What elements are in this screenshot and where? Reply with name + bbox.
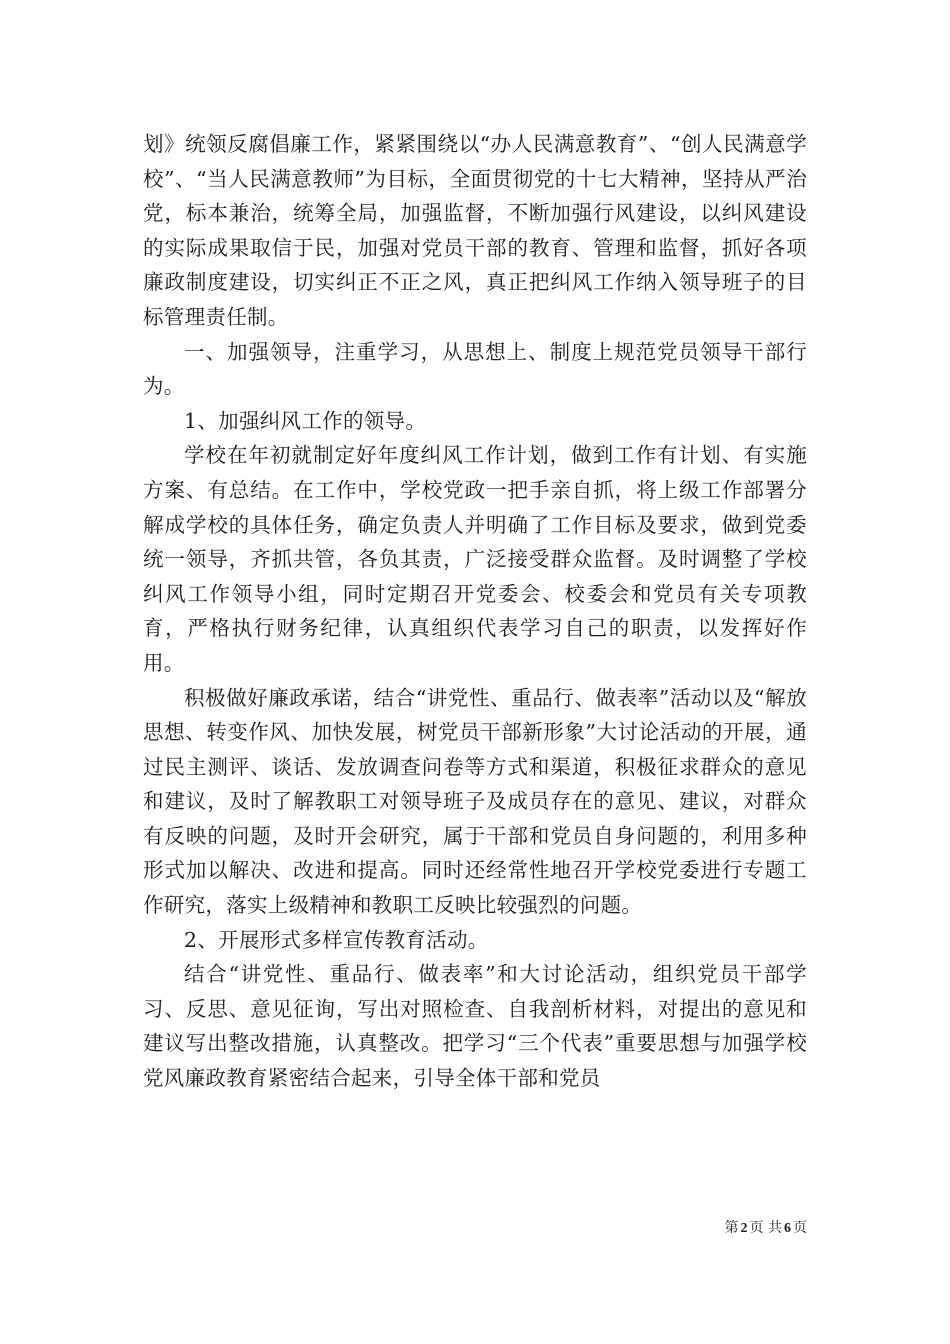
- footer-suffix: 页: [793, 1220, 807, 1236]
- paragraph: 学校在年初就制定好年度纠风工作计划，做到工作有计划、有实施方案、有总结。在工作中，学校党政一把手亲自抓，将上级工作部署分解成学校的具体任务，确定负责人并明确了工作目标及要求，做到党委统一领导，齐抓共管，各负其责，广泛接受群众监督。及时调整了学校纠风工作领导小组，同时定期召开党委会、校委会和党员有关专项教育，严格执行财务纪律，认真组织代表学习自己的职责，以发挥好作用。: [143, 443, 807, 675]
- section-heading-1: 一、加强领导，注重学习，从思想上、制度上规范党员领导干部行为。: [143, 339, 807, 399]
- document-body: [143, 127, 807, 1096]
- paragraph-continuation: 划》统领反腐倡廉工作，紧紧围绕以“办人民满意教育”、“创人民满意学校”、“当人民满意教师”为目标，全面贯彻党的十七大精神，坚持从严治党，标本兼治，统筹全局，加强监督，不断加强行风建设，以纠风建设的实际成果取信于民，加强对党员干部的教育、管理和监督，抓好各项廉政制度建设，切实纠正不正之风，真正把纠风工作纳入领导班子的目标管理责任制。: [143, 132, 807, 329]
- paragraph: 结合“讲党性、重品行、做表率”和大讨论活动，组织党员干部学习、反思、意见征询，写出对照检查、自我剖析材料，对提出的意见和建议写出整改措施，认真整改。把学习“三个代表”重要思想与加强学校党风廉政教育紧密结合起来，引导全体干部和党员: [143, 962, 807, 1091]
- total-pages-number: 6: [784, 1221, 791, 1236]
- page-number-footer: [725, 1219, 807, 1238]
- footer-prefix: 第: [724, 1220, 739, 1236]
- footer-middle: 页 共: [749, 1220, 782, 1236]
- subheading-2: 2、开展形式多样宣传教育活动。: [184, 927, 489, 952]
- current-page-number: 2: [740, 1221, 748, 1236]
- subheading-1: 1、加强纠风工作的领导。: [184, 408, 427, 433]
- paragraph: 积极做好廉政承诺，结合“讲党性、重品行、做表率”活动以及“解放思想、转变作风、加快发展，树党员干部新形象”大讨论活动的开展，通过民主测评、谈话、发放调查问卷等方式和渠道，积极征求群众的意见和建议，及时了解教职工对领导班子及成员存在的意见、建议，对群众有反映的问题，及时开会研究，属于干部和党员自身问题的，利用多种形式加以解决、改进和提高。同时还经常性地召开学校党委进行专题工作研究，落实上级精神和教职工反映比较强烈的问题。: [143, 685, 807, 918]
